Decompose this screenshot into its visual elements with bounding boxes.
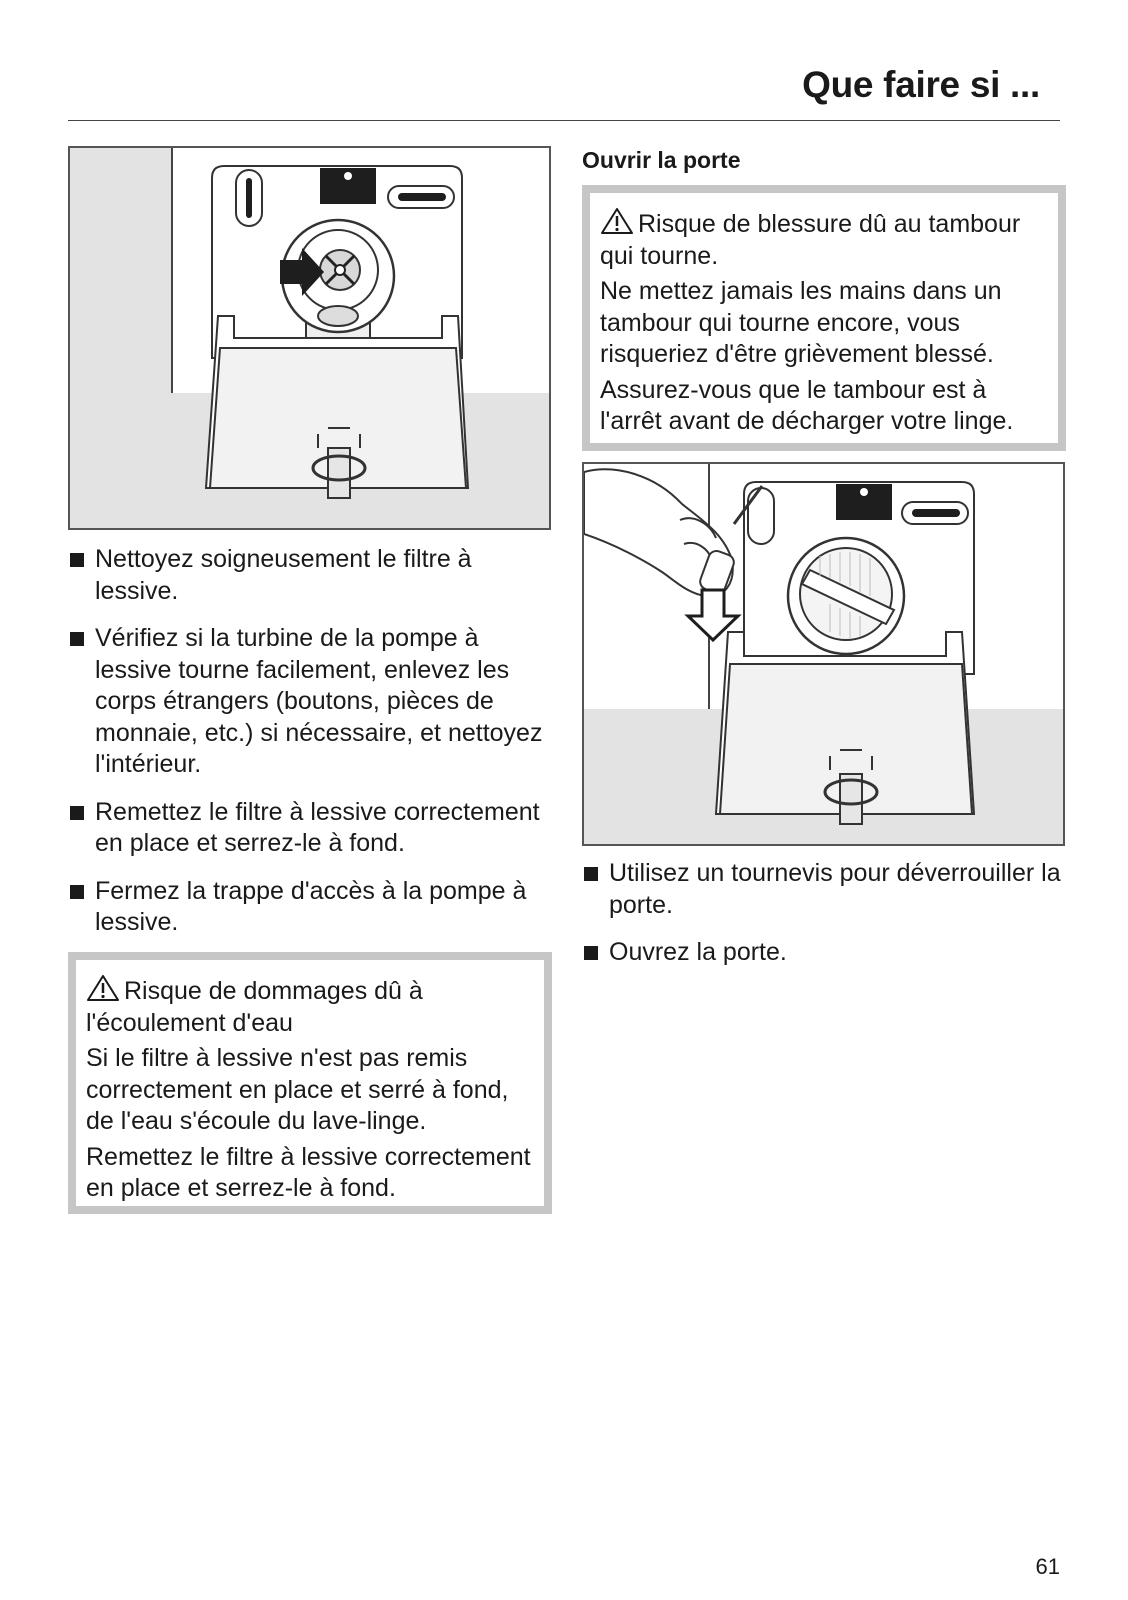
list-item: Vérifiez si la turbine de la pompe à lessive tourne facilement, enlevez les corps étrangers (boutons, pièces de monnaie, etc.) si nécessaire, et nettoyez l'intérieur.: [68, 623, 558, 781]
drum-injury-warning: [582, 185, 1066, 451]
page-title: Que faire si ...: [802, 64, 1040, 105]
warning-heading: Risque de blessure dû au tambour qui tourne.: [600, 210, 1021, 270]
list-item: Remettez le filtre à lessive correctement en place et serrez-le à fond.: [68, 797, 558, 860]
list-item: Nettoyez soigneusement le filtre à lessive.: [68, 544, 558, 607]
page-number: 61: [1035, 1554, 1060, 1579]
warning-text: Assurez-vous que le tambour est à l'arrêt avant de décharger votre linge.: [600, 375, 1014, 435]
list-item: Fermez la trappe d'accès à la pompe à lessive.: [68, 876, 558, 939]
warning-heading: Risque de dommages dû à l'écoulement d'eau: [86, 977, 423, 1037]
warning-text: Si le filtre à lessive n'est pas remis correctement en place et serré à fond, de l'eau s'écoule du lave-linge.: [86, 1044, 509, 1135]
bullet-square-icon: [584, 946, 598, 960]
warning-text: Ne mettez jamais les mains dans un tambour qui tourne encore, vous risqueriez d'être grièvement blessé.: [600, 277, 1002, 368]
warning-triangle-icon: [600, 207, 634, 235]
warning-text: Remettez le filtre à lessive correctement en place et serrez-le à fond.: [86, 1142, 531, 1202]
water-damage-warning: [68, 952, 552, 1214]
cleaning-steps-list: [68, 544, 558, 955]
door-unlock-illustration: [582, 462, 1065, 846]
door-steps-list: [582, 858, 1072, 985]
section-heading: Ouvrir la porte: [582, 147, 741, 173]
warning-triangle-icon: [86, 974, 120, 1002]
bullet-square-icon: [70, 632, 84, 646]
filter-illustration: [68, 146, 551, 530]
list-item: Utilisez un tournevis pour déverrouiller la porte.: [582, 858, 1072, 921]
list-item: Ouvrez la porte.: [582, 937, 1072, 969]
bullet-square-icon: [70, 806, 84, 820]
bullet-square-icon: [584, 867, 598, 881]
bullet-square-icon: [70, 885, 84, 899]
bullet-square-icon: [70, 553, 84, 567]
title-divider: [68, 120, 1060, 121]
